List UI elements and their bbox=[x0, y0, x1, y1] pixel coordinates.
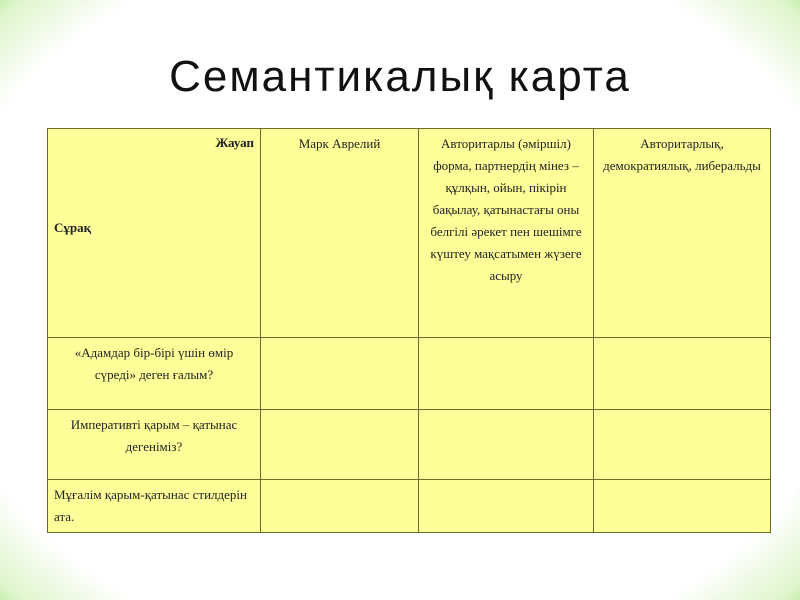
answer-cell bbox=[419, 480, 594, 533]
table-row bbox=[48, 410, 771, 480]
answer-cell bbox=[419, 410, 594, 480]
question-cell-3: Мұғалім қарым-қатынас стилдерін ата. bbox=[48, 480, 261, 533]
answer-cell bbox=[594, 338, 771, 410]
answer-label: Жауап bbox=[215, 135, 254, 150]
header-cell-3: Авторитарлық, демократиялық, либеральды bbox=[594, 129, 771, 338]
question-label: Сұрақ bbox=[54, 220, 92, 235]
table-row bbox=[48, 338, 771, 410]
table-header-row bbox=[48, 129, 771, 338]
question-cell-1: «Адамдар бір-бірі үшін өмір сүреді» деген ғалым? bbox=[48, 338, 261, 410]
answer-cell bbox=[594, 410, 771, 480]
header-cell-1: Марк Аврелий bbox=[261, 129, 419, 338]
answer-cell bbox=[419, 338, 594, 410]
answer-cell bbox=[261, 338, 419, 410]
question-cell-2: Императивті қарым – қатынас дегеніміз? bbox=[48, 410, 261, 480]
slide-title: Семантикалық карта bbox=[169, 52, 631, 101]
corner-cell bbox=[48, 129, 261, 338]
answer-cell bbox=[261, 410, 419, 480]
header-cell-2: Авторитарлы (әміршіл) форма, партнердің мінез – құлқын, ойын, пікірін бақылау, қатынастағы оны белгілі әрекет пен шешімге күштеу мақсатымен жүзеге асыру bbox=[419, 129, 594, 338]
answer-cell bbox=[594, 480, 771, 533]
table-row bbox=[48, 480, 771, 533]
semantic-map-table bbox=[47, 128, 771, 533]
answer-cell bbox=[261, 480, 419, 533]
